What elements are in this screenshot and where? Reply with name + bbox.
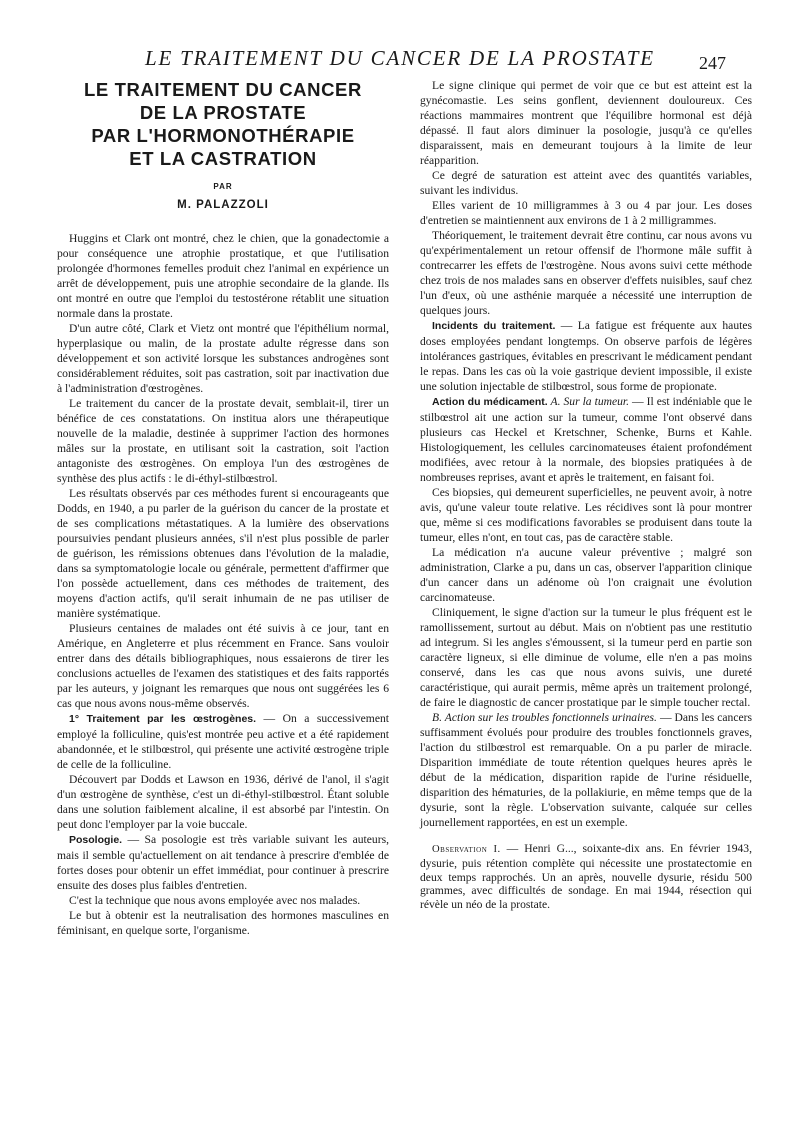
subsection-heading: B. Action sur les troubles fonctionnels urinaires.	[432, 711, 657, 724]
author-name: M. PALAZZOLI	[177, 199, 269, 211]
paragraph: Cliniquement, le signe d'action sur la tumeur le plus fréquent est le ramollissement, surtout au début. Mais on n'obtient pas une restitutio ad integrum. Si les angles s'émoussent, si la tumeur perd en partie son caractère ligneux, si elle diminue de volume, elle n'en a pas moins conservé, dans les cas que nous avons suivis, une dureté caractéristique, qui aurait permis, même après un traitement prolongé, de faire le diagnostic de cancer prostatique par le simple toucher rectal.	[420, 606, 752, 709]
section-heading: Incidents du traitement.	[432, 320, 556, 332]
paragraph: Le signe clinique qui permet de voir que ce but est atteint est la gynécomastie. Les seins gonflent, deviennent douloureux. Ces réactions mammaires montrent que l'équilibre hormonal est déjà dépassé. Il faut alors diminuer la posologie, jusqu'à ce qu'elles disparaissent, mais en demeurant toujours à la limite de leur réapparition.	[420, 79, 752, 167]
paragraph-text: — Sa posologie est très variable suivant les auteurs, mais il semble qu'actuellement on ait tendance à prescrire d'emblée de fortes doses pour obtenir un effet immédiat, pour continuer à prescrire ensuite des doses plus faibles d'entretien.	[57, 833, 389, 892]
observation-paragraph	[420, 842, 752, 912]
paragraph: La médication n'a aucune valeur préventive ; malgré son administration, Clarke a pu, dans un cas, observer l'apparition clinique d'un cancer dans un adénome où l'on craignait une évolution carcinomateuse.	[420, 546, 752, 604]
paragraph-text: — Il est indéniable que le stilbœstrol ait une action sur la tumeur, comme l'ont observé dans plusieurs cas Heckel et Kretschner, Schenke, Burns et Kahle. Histologiquement, les cellules carcinomateuses étaient profondément modifiées, avec retour à la normale, des biopsies pratiquées à de nombreuses reprises, avant et après le traitement, en faisant foi.	[420, 395, 752, 484]
paragraph: Ces biopsies, qui demeurent superficielles, ne peuvent avoir, à notre avis, qu'une valeur toute relative. Les récidives sont là pour montrer que, même si ces modifications favorables se produisent dans toute la tumeur, elles n'ont, en tout cas, pas de caractère stable.	[420, 486, 752, 544]
paragraph: Découvert par Dodds et Lawson en 1936, dérivé de l'anol, il s'agit d'un œstrogène de synthèse, c'est un di-éthyl-stilbœstrol. Étant soluble dans une solution faiblement alcaline, il est absorbé par l'intestin. On peut donc l'employer par la voie buccale.	[57, 773, 389, 831]
article-title	[57, 78, 389, 170]
left-column	[57, 78, 389, 938]
paragraph-text: — La fatigue est fréquente aux hautes doses employées pendant longtemps. On observe parfois de légères intolérances gastriques, évitables en prescrivant le médicament pendant le repas. Dans les cas où la voie gastrique devient impossible, il existe une solution injectable de stilbœstrol, sous forme de propionate.	[420, 319, 753, 393]
section-heading: 1° Traitement par les œstrogènes.	[69, 713, 257, 725]
running-head	[120, 46, 740, 76]
right-column	[420, 78, 752, 912]
paragraph	[57, 711, 389, 772]
byline-par: PAR	[213, 182, 233, 191]
page-number: 247	[699, 53, 726, 73]
paragraph: Théoriquement, le traitement devrait être continu, car nous avons vu qu'expérimentalement un retour offensif de l'hormone mâle suffit à contrecarrer les effets de l'œstrogène. Nous avons suivi cette méthode chez trois de nos malades sans en observer d'effets nuisibles, sauf chez l'un d'eux, où une asthénie marquée a nécessité une interruption de quelques jours.	[420, 229, 752, 317]
article-title-line: PAR L'HORMONOTHÉRAPIE	[91, 125, 355, 146]
section-heading: Posologie.	[69, 834, 123, 846]
subsection-heading: A. Sur la tumeur.	[547, 395, 630, 408]
running-title: LE TRAITEMENT DU CANCER DE LA PROSTATE	[145, 46, 655, 70]
section-heading: Action du médicament.	[432, 396, 548, 408]
paragraph-text: — On a successivement employé la folliculine, quis'est montrée peu active et a été rapidement abandonnée, et le stilbœstrol, qui présente une activité œstrogène triple de celle de la folliculine.	[57, 712, 389, 771]
paragraph: Plusieurs centaines de malades ont été suivis à ce jour, tant en Amérique, en Angleterre et plus récemment en France. Sans vouloir entrer dans des détails bibliographiques, nous essaierons de tirer les conclusions actuelles de l'examen des statistiques et des faits rapportés par les auteurs, y joignant les remarques que nous ont suggérées les 6 cas que nous avons nous-même observés.	[57, 622, 389, 710]
paragraph: C'est la technique que nous avons employée avec nos malades.	[69, 894, 361, 907]
article-title-line: LE TRAITEMENT DU CANCER	[84, 79, 362, 100]
paragraph: D'un autre côté, Clark et Vietz ont montré que l'épithélium normal, hyperplasique ou malin, de la prostate adulte régresse dans son développement et son activité lorsque les substances androgènes sont considérablement réduites, soit pas castration, soit par inactivation due à l'administration d'œstrogènes.	[57, 322, 389, 395]
paragraph: Les résultats observés par ces méthodes furent si encourageants que Dodds, en 1940, a pu parler de la guérison du cancer de la prostate et de ses complications métastatiques. A la lumière des observations poursuivies pendant plusieurs années, s'il n'est plus possible de parler de guérison, les rémissions obtenues dans l'évolution de la maladie, dans sa symptomatologie locale ou générale, permettent d'affirmer que l'on possède actuellement, dans ces méthodes de traitement, des moyens d'action actifs, qu'il serait inhumain de ne pas utiliser de manière systématique.	[57, 487, 389, 620]
observation-label: Observation I.	[432, 844, 501, 855]
paragraph-text: — Dans les cancers suffisamment évolués pour produire des troubles fonctionnels graves, l'action du stilbœstrol est remarquable. On a pu parler de miracle. Disparition immédiate de toute rétention quelques heures après le début de la médication, disparition rapide de l'urine résiduelle, disparition des hématuries, de la pollakiurie, en même temps que de la dysurie, sont la règle. L'observation suivante, calquée sur celles journellement rapportées, en est un exemple.	[420, 711, 752, 829]
paragraph: Le but à obtenir est la neutralisation des hormones masculines en féminisant, en quelque sorte, l'organisme.	[57, 909, 389, 937]
paragraph: Le traitement du cancer de la prostate devait, semblait-il, tirer un bénéfice de ces constatations. On institua alors une thérapeutique nouvelle de la maladie, destinée à supprimer l'action des hormones mâles sur la prostate, en utilisant soit la castration, soit l'action antagoniste des œstrogènes. On employa l'un des œstrogènes de synthèse des plus actifs : le di-éthyl-stilbœstrol.	[57, 397, 389, 485]
paragraph: Elles varient de 10 milligrammes à 3 ou 4 par jour. Les doses d'entretien se maintiennent aux environs de 1 à 2 milligrammes.	[420, 199, 752, 227]
paragraph	[420, 318, 752, 394]
paragraph	[420, 394, 752, 485]
paragraph	[57, 832, 389, 893]
paragraph: Huggins et Clark ont montré, chez le chien, que la gonadectomie a pour conséquence une atrophie prostatique, et que l'utilisation prolongée d'hormones femelles produit chez l'animal en expérience un arrêt de développement, puis une atrophie secondaire de la glande. Ils ont montré en outre que l'emploi du testostérone rétablit une situation normale dans la prostate.	[57, 232, 389, 320]
paragraph-text: — Henri G..., soixante-dix ans. En février 1943, dysurie, puis rétention complète qui nécessite une prostatectomie en deux temps rapprochés. Un an après, nouvelle dysurie, résidu 500 grammes, avec difficultés de sondage. En mai 1944, résection qui révèle un néo de la prostate.	[420, 842, 752, 912]
paragraph: Ce degré de saturation est atteint avec des quantités variables, suivant les individus.	[420, 169, 752, 197]
article-title-line: DE LA PROSTATE	[139, 102, 307, 123]
article-title-line: ET LA CASTRATION	[129, 148, 317, 169]
paragraph	[420, 710, 752, 830]
